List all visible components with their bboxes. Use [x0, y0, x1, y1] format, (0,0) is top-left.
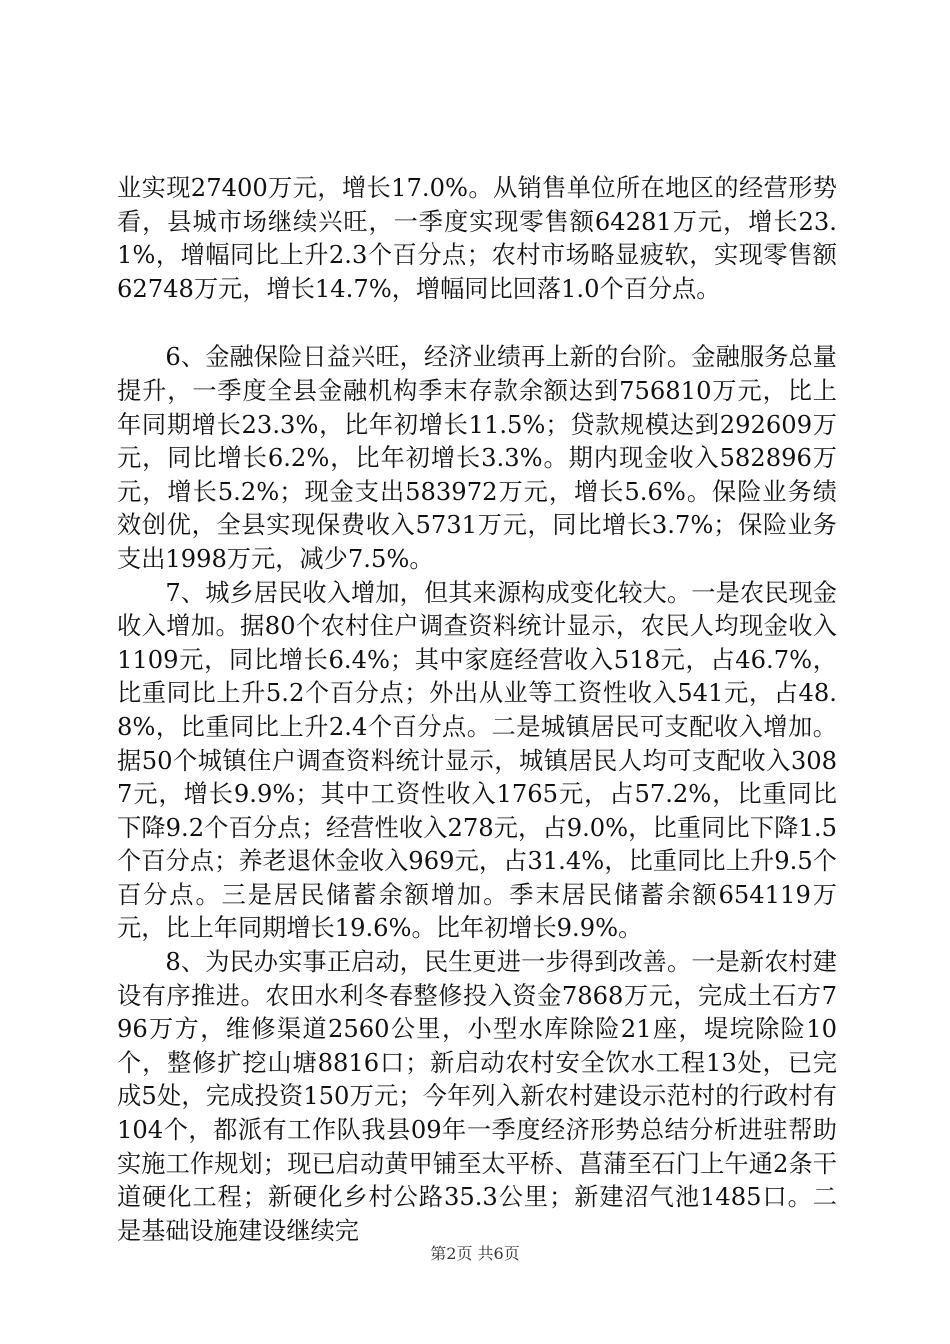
paragraph-resident-income: 7、城乡居民收入增加，但其来源构成变化较大。一是农民现金收入增加。据80个农村住户调查资料统计显示，农民人均现金收入1109元，同比增长6.4%；其中家庭经营收入518元，占46.7%，比重同比上升5.2个百分点；外出从业等工资性收入541元，占48.8%，比重同比上升2.4个百分点。二是城镇居民可支配收入增加。据50个城镇住户调查资料统计显示，城镇居民人均可支配收入3087元，增长9.9%；其中工资性收入1765元，占57.2%，比重同比下降9.2个百分点；经营性收入278元，占9.0%，比重同比下降1.5个百分点；养老退休金收入969元，占31.4%，比重同比上升9.5个百分点。三是居民储蓄余额增加。季末居民储蓄余额654119万元，比上年同期增长19.6%。比年初增长9.9%。 — [117, 578, 837, 943]
paragraph-retail-sales: 业实现27400万元，增长17.0%。从销售单位所在地区的经营形势看，县城市场继续兴旺，一季度实现零售额64281万元，增长23.1%，增幅同比上升2.3个百分点；农村市场略显疲软，实现零售额62748万元，增长14.7%，增幅同比回落1.0个百分点。 — [117, 174, 837, 303]
paragraph-livelihood-projects: 8、为民办实事正启动，民生更进一步得到改善。一是新农村建设有序推进。农田水利冬春整修投入资金7868万元，完成土石方796万方，维修渠道2560公里，小型水库除险21座，堤垸除险10个，整修扩挖山塘8816口；新启动农村安全饮水工程13处，已完成5处，完成投资150万元；今年列入新农村建设示范村的行政村有104个，都派有工作队我县09年一季度经济形势总结分析进驻帮助实施工作规划；现已启动黄甲铺至太平桥、菖蒲至石门上午通2条干道硬化工程；新硬化乡村公路35.3公里；新建沼气池1485口。二是基础设施建设继续完 — [117, 948, 837, 1245]
paragraph-finance-insurance: 6、金融保险日益兴旺，经济业绩再上新的台阶。金融服务总量提升，一季度全县金融机构季末存款余额达到756810万元，比上年同期增长23.3%，比年初增长11.5%；贷款规模达到292609万元，同比增长6.2%，比年初增长3.3%。期内现金收入582896万元，增长5.2%；现金支出583972万元，增长5.6%。保险业务绩效创优，全县实现保费收入5731万元，同比增长3.7%；保险业务支出1998万元，减少7.5%。 — [117, 343, 837, 573]
page-number-footer: 第2页 共6页 — [430, 1244, 520, 1263]
document-body — [117, 172, 837, 1248]
paragraph-spacer — [117, 306, 837, 341]
